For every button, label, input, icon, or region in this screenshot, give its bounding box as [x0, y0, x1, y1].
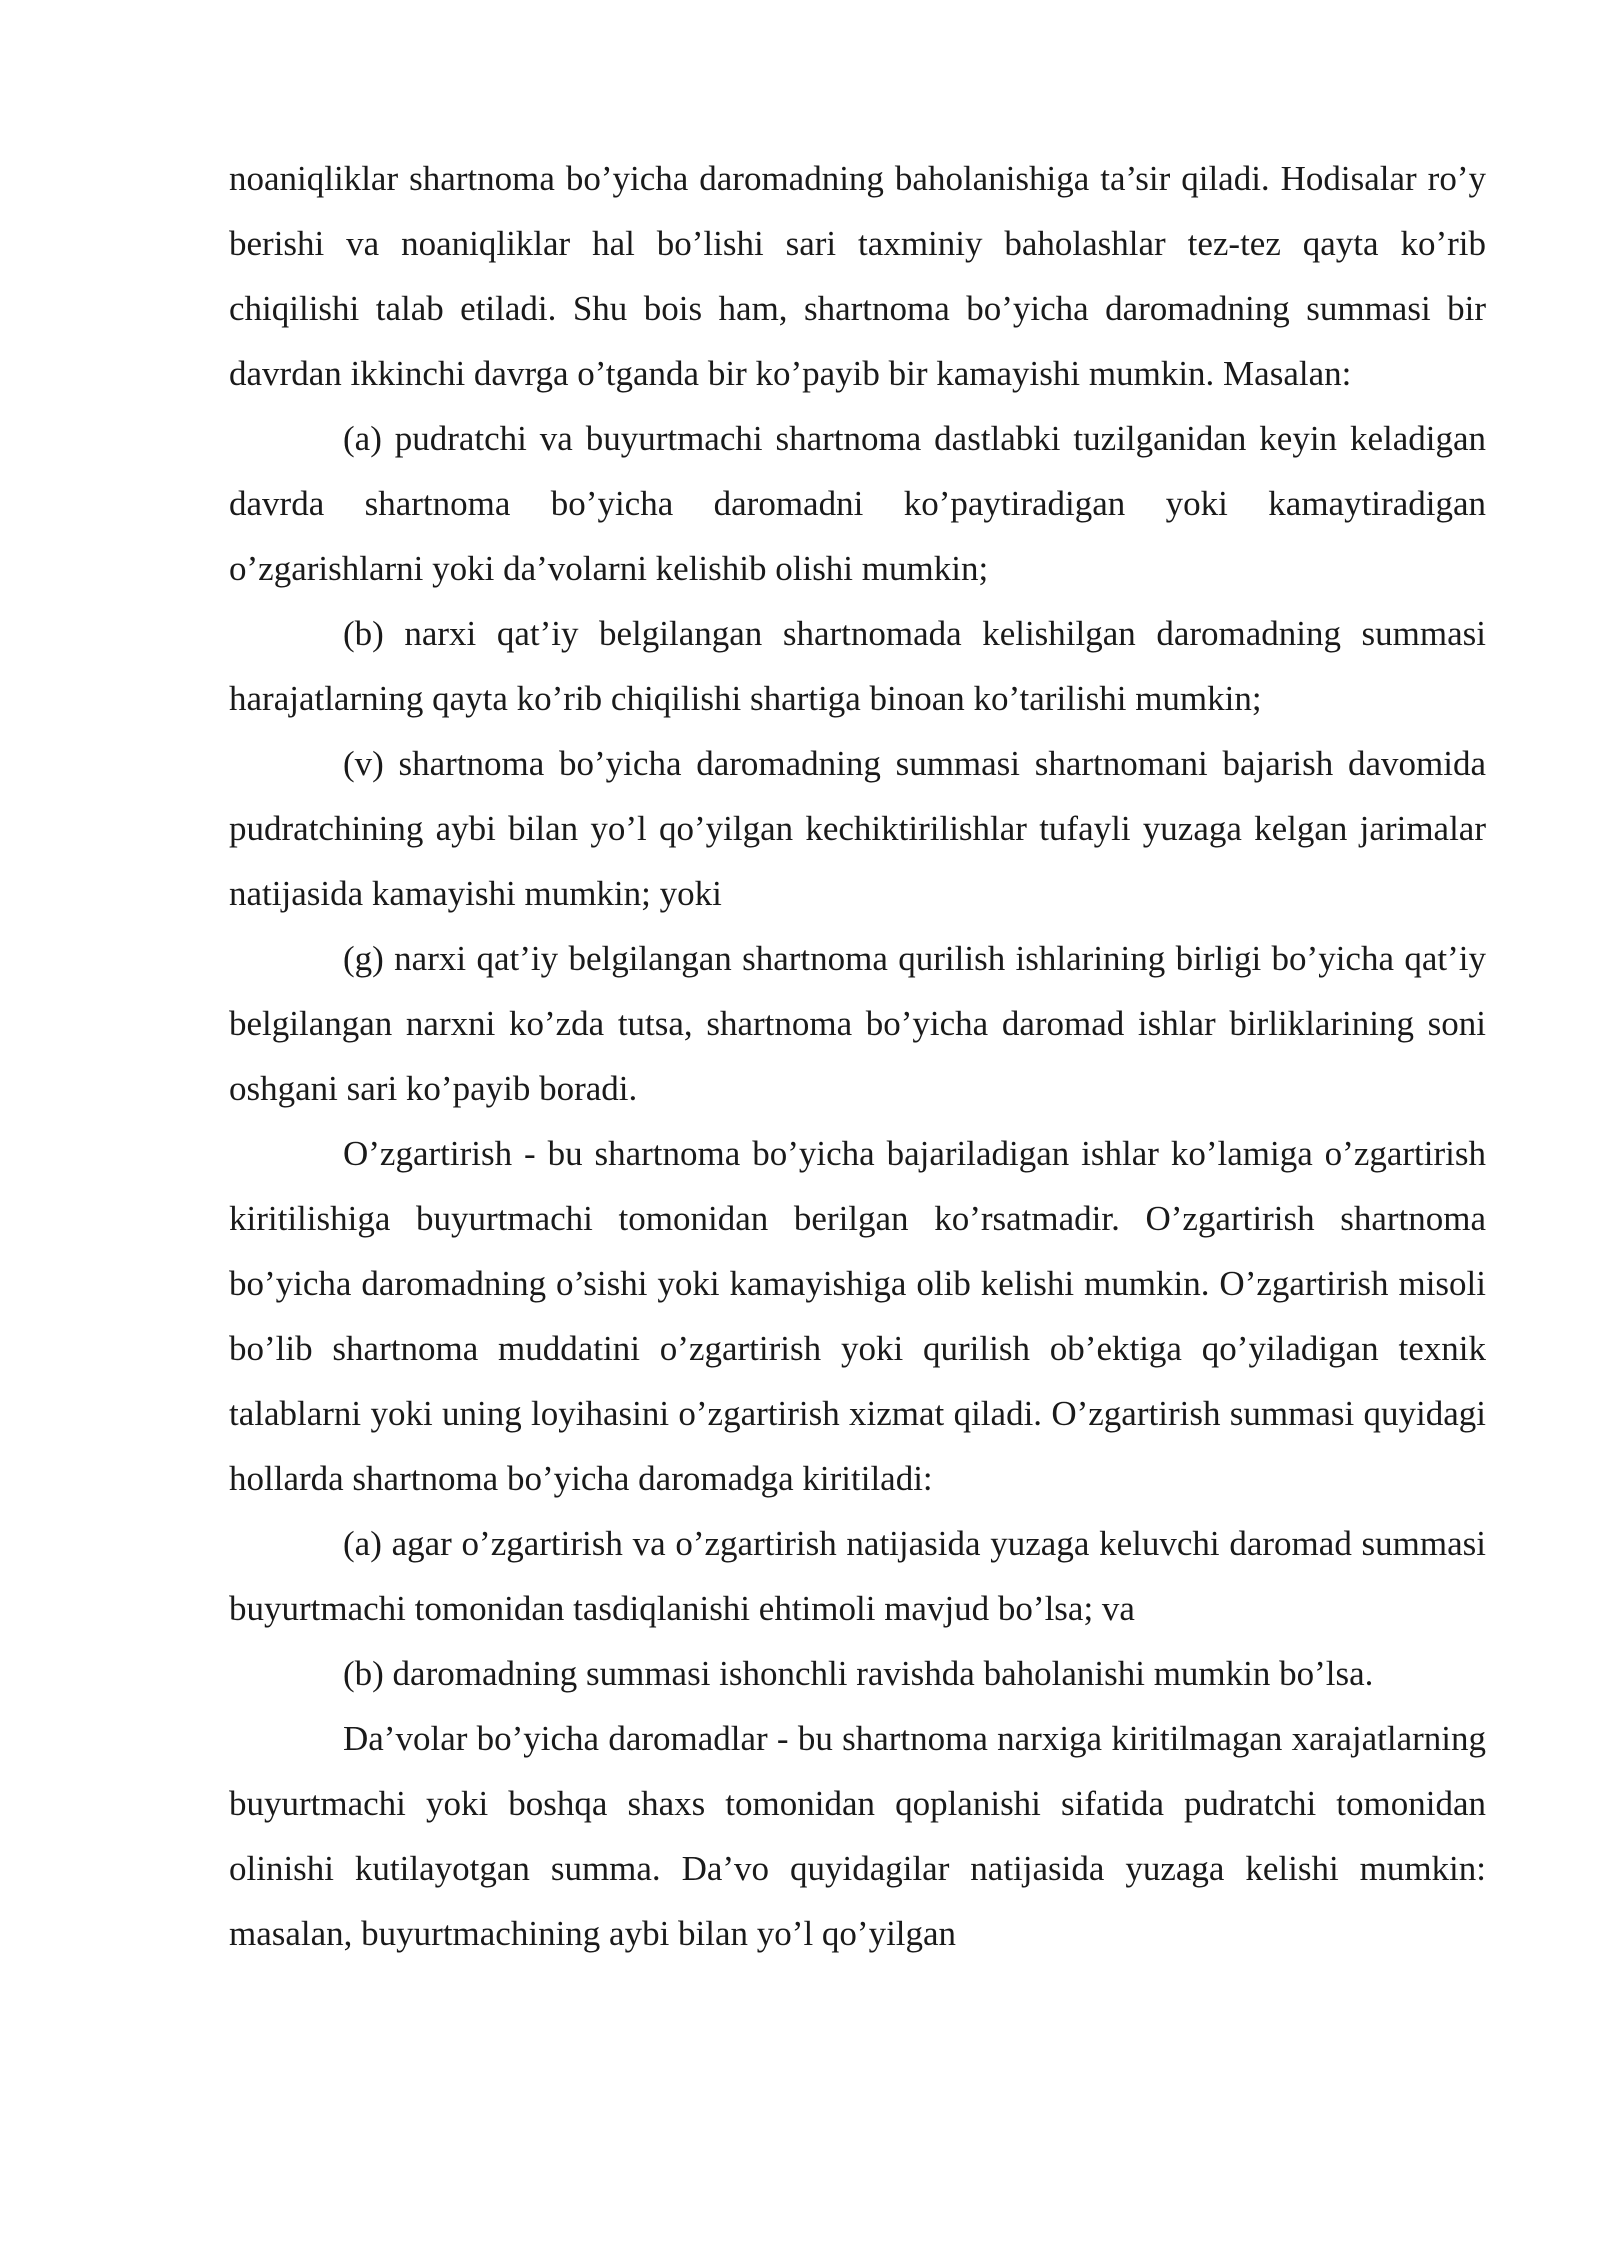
paragraph-intro: noaniqliklar shartnoma bo’yicha daromadning baholanishiga ta’sir qiladi. Hodisalar ro’y berishi va noaniqliklar hal bo’lishi sari taxminiy baholashlar tez-tez qayta ko’rib chiqilishi talab etiladi. Shu bois ham, shartnoma bo’yicha daromadning summasi bir davrdan ikkinchi davrga o’tganda bir ko’payib bir kamayishi mumkin. Masalan: — [229, 159, 1486, 393]
document-page — [229, 146, 1486, 1966]
paragraph-item-g: (g) narxi qat’iy belgilangan shartnoma qurilish ishlarining birligi bo’yicha qat’iy belgilangan narxni ko’zda tutsa, shartnoma bo’yicha daromad ishlar birliklarining soni oshgani sari ko’payib boradi. — [229, 939, 1486, 1108]
paragraph-item-a: (a) pudratchi va buyurtmachi shartnoma dastlabki tuzilganidan keyin keladigan davrda shartnoma bo’yicha daromadni ko’paytiradigan yoki kamaytiradigan o’zgarishlarni yoki da’volarni kelishib olishi mumkin; — [229, 419, 1486, 588]
paragraph-ozgartirish: O’zgartirish - bu shartnoma bo’yicha bajariladigan ishlar ko’lamiga o’zgartirish kiritilishiga buyurtmachi tomonidan berilgan ko’rsatmadir. O’zgartirish shartnoma bo’yicha daromadning o’sishi yoki kamayishiga olib kelishi mumkin. O’zgartirish misoli bo’lib shartnoma muddatini o’zgartirish yoki qurilish ob’ektiga qo’yiladigan texnik talablarni yoki uning loyihasini o’zgartirish xizmat qiladi. O’zgartirish summasi quyidagi hollarda shartnoma bo’yicha daromadga kiritiladi: — [229, 1134, 1486, 1498]
paragraph-davolar: Da’volar bo’yicha daromadlar - bu shartnoma narxiga kiritilmagan xarajatlarning buyurtmachi yoki boshqa shaxs tomonidan qoplanishi sifatida pudratchi tomonidan olinishi kutilayotgan summa. Da’vo quyidagilar natijasida yuzaga kelishi mumkin: masalan, buyurtmachining aybi bilan yo’l qo’yilgan — [229, 1719, 1486, 1953]
paragraph-item-b: (b) narxi qat’iy belgilangan shartnomada kelishilgan daromadning summasi harajatlarning qayta ko’rib chiqilishi shartiga binoan ko’tarilishi mumkin; — [229, 614, 1486, 718]
paragraph-condition-a: (a) agar o’zgartirish va o’zgartirish natijasida yuzaga keluvchi daromad summasi buyurtmachi tomonidan tasdiqlanishi ehtimoli mavjud bo’lsa; va — [229, 1524, 1486, 1628]
paragraph-item-v: (v) shartnoma bo’yicha daromadning summasi shartnomani bajarish davomida pudratchining aybi bilan yo’l qo’yilgan kechiktirilishlar tufayli yuzaga kelgan jarimalar natijasida kamayishi mumkin; yoki — [229, 744, 1486, 913]
paragraph-condition-b: (b) daromadning summasi ishonchli ravishda baholanishi mumkin bo’lsa. — [343, 1654, 1374, 1693]
